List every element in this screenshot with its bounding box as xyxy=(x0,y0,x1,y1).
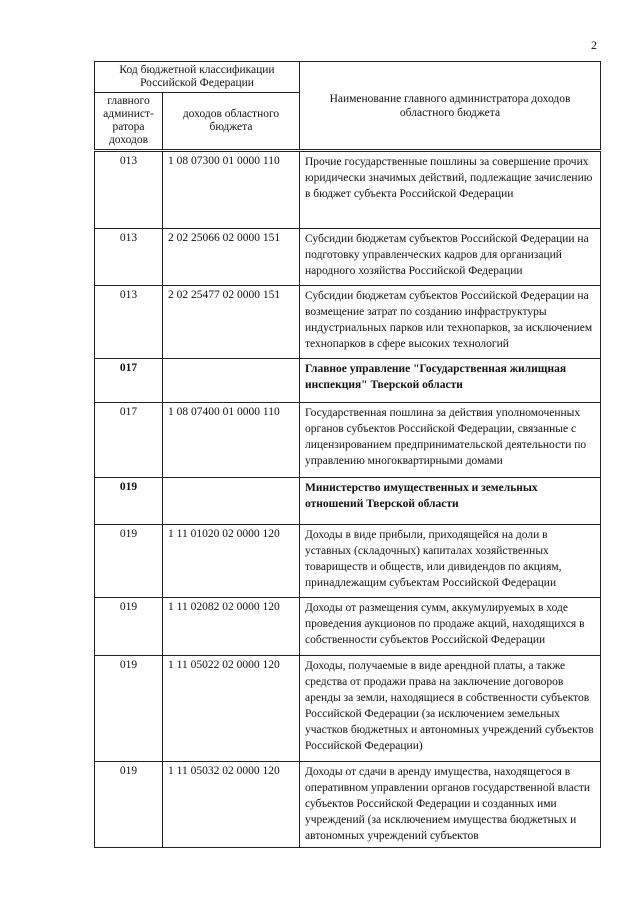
header-admin-column: главного админист-ратора доходов xyxy=(95,93,163,151)
income-code-cell: 2 02 25066 02 0000 151 xyxy=(163,229,300,286)
income-code-cell: 1 08 07300 01 0000 110 xyxy=(163,151,300,229)
admin-code-cell: 019 xyxy=(95,656,163,762)
income-name-cell: Доходы, получаемые в виде арендной платы, а также средства от продажи права на заключение договоров аренды за земли, находящиеся в собственности субъектов Российской Федерации (за исключением земельных участков бюджетных и автономных учреждений субъектов Российской Федерации) xyxy=(300,656,601,762)
header-name-column: Наименование главного администратора доходов областного бюджета xyxy=(300,62,601,151)
admin-code-cell: 013 xyxy=(95,151,163,229)
income-name-cell: Субсидии бюджетам субъектов Российской Федерации на возмещение затрат по созданию инфраструктуры индустриальных парков или технопарков, за исключением технопарков в сфере высоких технологий xyxy=(300,286,601,359)
income-name-cell: Субсидии бюджетам субъектов Российской Федерации на подготовку управленческих кадров для организаций народного хозяйства Российской Федерации xyxy=(300,229,601,286)
table-header-row xyxy=(95,62,601,93)
admin-code-cell: 017 xyxy=(95,359,163,403)
admin-code-cell: 019 xyxy=(95,525,163,598)
table-row xyxy=(95,598,601,656)
admin-code-cell: 019 xyxy=(95,598,163,656)
income-code-cell: 1 11 05032 02 0000 120 xyxy=(163,762,300,848)
table-row xyxy=(95,403,601,478)
admin-code-cell: 019 xyxy=(95,762,163,848)
income-code-cell: 2 02 25477 02 0000 151 xyxy=(163,286,300,359)
table-row xyxy=(95,286,601,359)
table-row xyxy=(95,229,601,286)
income-name-cell: Государственная пошлина за действия уполномоченных органов субъектов Российской Федерации, связанные с лицензированием предпринимательской деятельности по управлению многоквартирными домами xyxy=(300,403,601,478)
table-row xyxy=(95,525,601,598)
admin-code-cell: 013 xyxy=(95,229,163,286)
income-code-cell: 1 11 05022 02 0000 120 xyxy=(163,656,300,762)
admin-code-cell: 019 xyxy=(95,478,163,525)
header-income-column: доходов областного бюджета xyxy=(163,93,300,151)
income-code-cell: 1 11 02082 02 0000 120 xyxy=(163,598,300,656)
header-code-group: Код бюджетной классификации Российской Федерации xyxy=(95,62,300,93)
table-row xyxy=(95,478,601,525)
admin-code-cell: 013 xyxy=(95,286,163,359)
income-name-cell: Доходы от размещения сумм, аккумулируемых в ходе проведения аукционов по продаже акций, находящихся в собственности субъектов Российской Федерации xyxy=(300,598,601,656)
income-code-cell xyxy=(163,359,300,403)
administrator-heading-cell: Министерство имущественных и земельных отношений Тверской области xyxy=(300,478,601,525)
administrator-heading-cell: Главное управление "Государственная жилищная инспекция" Тверской области xyxy=(300,359,601,403)
table-row xyxy=(95,359,601,403)
income-code-cell: 1 11 01020 02 0000 120 xyxy=(163,525,300,598)
budget-classification-table xyxy=(94,61,601,848)
table-row xyxy=(95,762,601,848)
page-number: 2 xyxy=(591,38,597,52)
table-row xyxy=(95,656,601,762)
income-code-cell xyxy=(163,478,300,525)
income-name-cell: Доходы от сдачи в аренду имущества, находящегося в оперативном управлении органов государственной власти субъектов Российской Федерации и созданных ими учреждений (за исключением имущества бюджетных и автономных учреждений субъектов xyxy=(300,762,601,848)
income-name-cell: Прочие государственные пошлины за совершение прочих юридически значимых действий, подлежащие зачислению в бюджет субъекта Российской Федерации xyxy=(300,151,601,229)
admin-code-cell: 017 xyxy=(95,403,163,478)
income-code-cell: 1 08 07400 01 0000 110 xyxy=(163,403,300,478)
income-name-cell: Доходы в виде прибыли, приходящейся на доли в уставных (складочных) капиталах хозяйственных товариществ и обществ, или дивидендов по акциям, принадлежащим субъектам Российской Федерации xyxy=(300,525,601,598)
table-row xyxy=(95,151,601,229)
